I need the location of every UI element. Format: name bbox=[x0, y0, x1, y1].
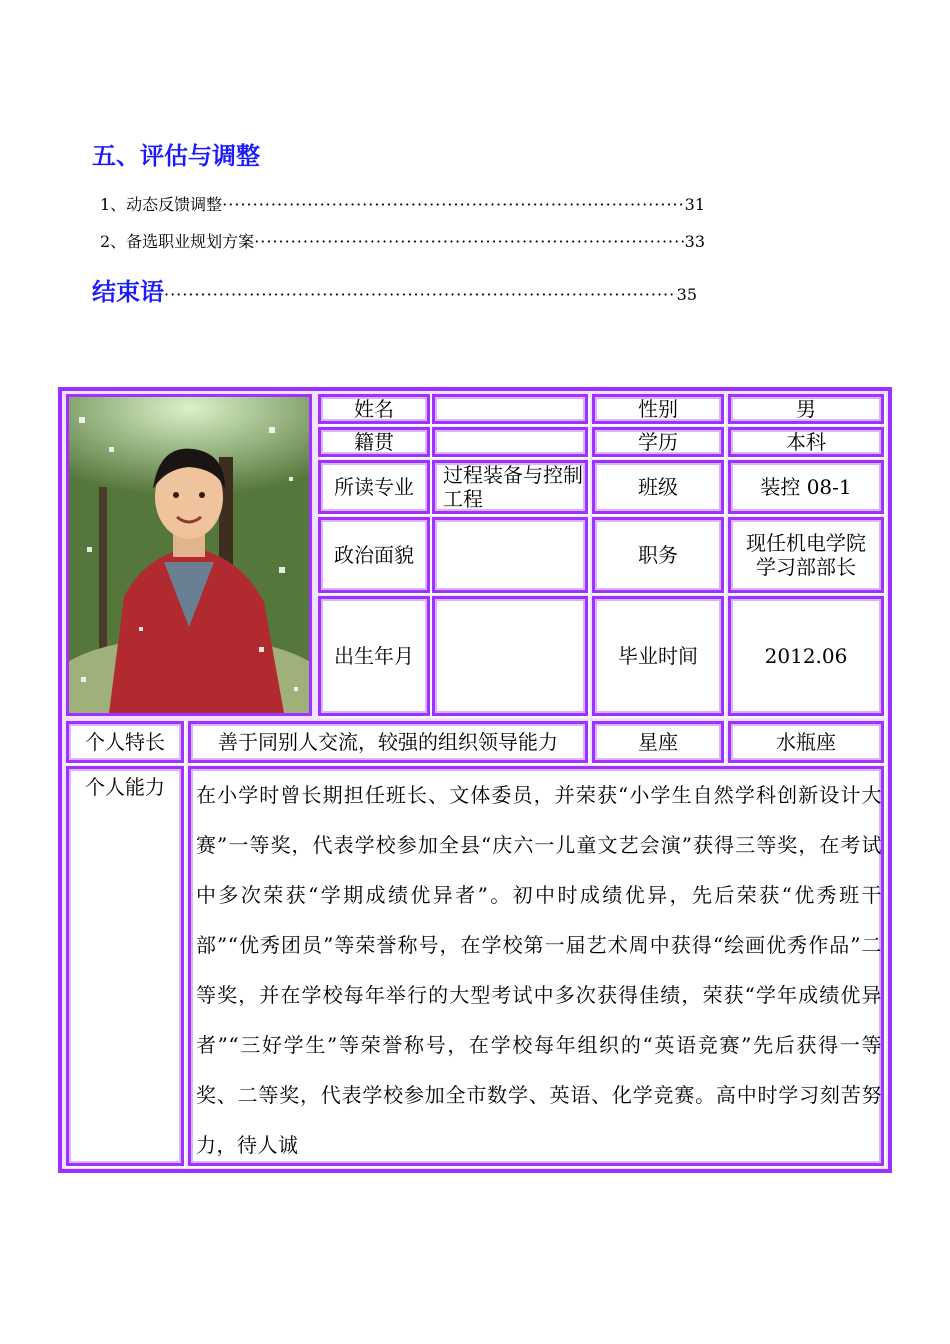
birth-label: 出生年月 bbox=[318, 596, 430, 716]
toc-leader-dots bbox=[164, 285, 677, 304]
ability-text: 在小学时曾长期担任班长、文体委员，并荣获“小学生自然学科创新设计大赛”一等奖，代表学校参加全县“庆六一儿童文艺会演”获得三等奖，在考试中多次荣获“学期成绩优异者”。初中时成绩优异，先后荣获“优秀班干部”“优秀团员”等荣誉称号，在学校第一届艺术周中获得“绘画优秀作品”二等奖，并在学校每年举行的大型考试中多次获得佳绩，荣获“学年成绩优异者”“三好学生”等荣誉称号，在学校每年组织的“英语竞赛”先后获得一等奖、二等奖，代表学校参加全市数学、英语、化学竞赛。高中时学习刻苦努力，待人诚 bbox=[196, 783, 882, 1157]
toc-closing-page: 35 bbox=[676, 285, 697, 304]
political-label: 政治面貌 bbox=[318, 517, 430, 593]
profile-photo bbox=[66, 394, 312, 716]
ability-label: 个人能力 bbox=[66, 766, 184, 1166]
toc-leader-dots bbox=[254, 232, 684, 251]
toc-item[interactable] bbox=[100, 229, 705, 252]
toc-closing-item[interactable] bbox=[92, 272, 697, 307]
political-value bbox=[432, 517, 588, 593]
class-value: 装控 08-1 bbox=[728, 460, 884, 514]
toc-item-page: 33 bbox=[684, 232, 705, 251]
education-value: 本科 bbox=[728, 427, 884, 457]
major-value: 过程装备与控制工程 bbox=[432, 460, 588, 514]
toc-leader-dots bbox=[222, 195, 684, 214]
origin-value bbox=[432, 427, 588, 457]
toc-item-label: 1、动态反馈调整 bbox=[100, 195, 223, 214]
class-label: 班级 bbox=[592, 460, 724, 514]
graduation-label: 毕业时间 bbox=[592, 596, 724, 716]
graduation-value: 2012.06 bbox=[728, 596, 884, 716]
position-value: 现任机电学院学习部部长 bbox=[728, 517, 884, 593]
name-value bbox=[432, 394, 588, 424]
zodiac-label: 星座 bbox=[592, 721, 724, 763]
specialty-label: 个人特长 bbox=[66, 721, 184, 763]
zodiac-value: 水瓶座 bbox=[728, 721, 884, 763]
gender-value: 男 bbox=[728, 394, 884, 424]
toc-item-label: 2、备选职业规划方案 bbox=[100, 232, 255, 251]
education-label: 学历 bbox=[592, 427, 724, 457]
toc-item-page: 31 bbox=[684, 195, 705, 214]
portrait-image bbox=[69, 397, 309, 713]
birth-value bbox=[432, 596, 588, 716]
name-label: 姓名 bbox=[318, 394, 430, 424]
toc-closing-label: 结束语 bbox=[92, 278, 164, 306]
specialty-value: 善于同别人交流，较强的组织领导能力 bbox=[188, 721, 588, 763]
position-label: 职务 bbox=[592, 517, 724, 593]
major-label: 所读专业 bbox=[318, 460, 430, 514]
gender-label: 性别 bbox=[592, 394, 724, 424]
toc-section-heading: 五、评估与调整 bbox=[92, 142, 260, 170]
toc-item[interactable] bbox=[100, 192, 705, 215]
origin-label: 籍贯 bbox=[318, 427, 430, 457]
